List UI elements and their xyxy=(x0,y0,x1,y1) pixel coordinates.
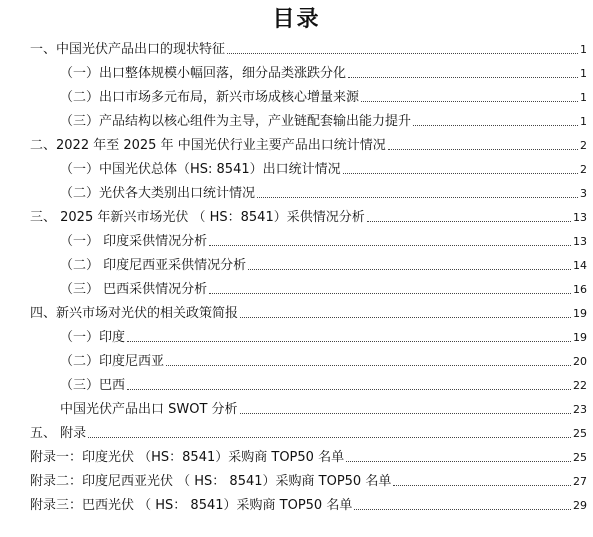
toc-page-number: 2 xyxy=(580,163,587,176)
toc-entry-text: 中国光伏产品出口 SWOT 分析 xyxy=(60,402,238,417)
toc-entry-text: 四、新兴市场对光伏的相关政策简报 xyxy=(30,306,239,321)
toc-page-number: 19 xyxy=(573,307,587,320)
toc-entry[interactable] xyxy=(60,230,587,250)
toc-leader-dots xyxy=(354,509,571,510)
toc-leader-dots xyxy=(248,269,571,270)
toc-entry-text: 一、中国光伏产品出口的现状特征 xyxy=(30,42,226,57)
toc-entry-text: （一） 印度采供情况分析 xyxy=(60,234,208,249)
toc-entry[interactable] xyxy=(30,470,587,490)
page-title: 目录 xyxy=(272,7,321,32)
toc-leader-dots xyxy=(88,437,571,438)
toc-entry-text: （二）光伏各大类别出口统计情况 xyxy=(60,186,256,201)
toc-entry-text: （一）印度 xyxy=(60,330,126,345)
toc-page-number: 14 xyxy=(573,259,587,272)
toc-page-number: 20 xyxy=(573,355,587,368)
toc-entry-text: 附录二：印度尼西亚光伏 （ HS： 8541）采购商 TOP50 名单 xyxy=(30,474,392,489)
toc-entry[interactable] xyxy=(60,158,587,178)
toc-entry-text: （一）中国光伏总体（HS: 8541）出口统计情况 xyxy=(60,162,341,177)
toc-entry[interactable] xyxy=(30,206,587,226)
toc-entry[interactable] xyxy=(30,494,587,514)
toc-page-number: 2 xyxy=(580,139,587,152)
toc-entry[interactable] xyxy=(30,302,587,322)
toc-leader-dots xyxy=(166,365,571,366)
toc-entry-text: 附录三：巴西光伏 （ HS： 8541）采购商 TOP50 名单 xyxy=(30,498,353,513)
toc-page-number: 25 xyxy=(573,451,587,464)
toc-page-number: 25 xyxy=(573,427,587,440)
toc-entry-text: 五、 附录 xyxy=(30,426,87,441)
toc-leader-dots xyxy=(127,341,571,342)
toc-entry[interactable] xyxy=(30,446,587,466)
toc-page-number: 1 xyxy=(580,67,587,80)
toc-entry[interactable] xyxy=(60,326,587,346)
toc-leader-dots xyxy=(348,77,578,78)
toc-leader-dots xyxy=(343,173,578,174)
toc-page-number: 22 xyxy=(573,379,587,392)
toc-leader-dots xyxy=(367,221,571,222)
toc-entry[interactable] xyxy=(60,350,587,370)
toc-entry[interactable] xyxy=(60,278,587,298)
toc-entry[interactable] xyxy=(60,182,587,202)
toc-entry[interactable] xyxy=(60,110,587,130)
toc-leader-dots xyxy=(393,485,571,486)
toc-leader-dots xyxy=(346,461,571,462)
toc-leader-dots xyxy=(388,149,578,150)
toc-entry-text: （二） 印度尼西亚采供情况分析 xyxy=(60,258,247,273)
toc-entry-text: 附录一：印度光伏 （HS：8541）采购商 TOP50 名单 xyxy=(30,450,345,465)
toc-page-number: 1 xyxy=(580,115,587,128)
toc-entry[interactable] xyxy=(60,86,587,106)
toc-leader-dots xyxy=(361,101,578,102)
toc-page-number: 29 xyxy=(573,499,587,512)
toc-entry-text: （一）出口整体规模小幅回落，细分品类涨跌分化 xyxy=(60,66,347,81)
toc-leader-dots xyxy=(413,125,578,126)
toc-leader-dots xyxy=(257,197,578,198)
toc-page-number: 3 xyxy=(580,187,587,200)
toc-leader-dots xyxy=(227,53,578,54)
toc-entry[interactable] xyxy=(60,254,587,274)
toc-entry[interactable] xyxy=(60,374,587,394)
toc-entry-text: 三、 2025 年新兴市场光伏 （ HS：8541）采供情况分析 xyxy=(30,210,365,225)
toc-entry[interactable] xyxy=(30,38,587,58)
toc-leader-dots xyxy=(240,413,571,414)
toc-page-number: 13 xyxy=(573,211,587,224)
toc-page-number: 16 xyxy=(573,283,587,296)
toc-page-number: 19 xyxy=(573,331,587,344)
toc-entry[interactable] xyxy=(30,134,587,154)
toc-entry-text: （二）印度尼西亚 xyxy=(60,354,165,369)
toc-page-number: 13 xyxy=(573,235,587,248)
toc-page-number: 1 xyxy=(580,91,587,104)
toc-page-number: 1 xyxy=(580,43,587,56)
toc-leader-dots xyxy=(209,245,571,246)
toc-page-number: 27 xyxy=(573,475,587,488)
toc-leader-dots xyxy=(240,317,571,318)
toc-entry[interactable] xyxy=(60,398,587,418)
toc-leader-dots xyxy=(127,389,571,390)
toc-entry-text: （二）出口市场多元布局，新兴市场成核心增量来源 xyxy=(60,90,360,105)
toc-leader-dots xyxy=(209,293,571,294)
toc-entry-text: （三）产品结构以核心组件为主导，产业链配套输出能力提升 xyxy=(60,114,412,129)
toc-page-number: 23 xyxy=(573,403,587,416)
toc-entry[interactable] xyxy=(30,422,587,442)
toc-entry[interactable] xyxy=(60,62,587,82)
toc-entry-text: （三）巴西 xyxy=(60,378,126,393)
toc-entry-text: （三） 巴西采供情况分析 xyxy=(60,282,208,297)
toc-entry-text: 二、2022 年至 2025 年 中国光伏行业主要产品出口统计情况 xyxy=(30,138,386,153)
